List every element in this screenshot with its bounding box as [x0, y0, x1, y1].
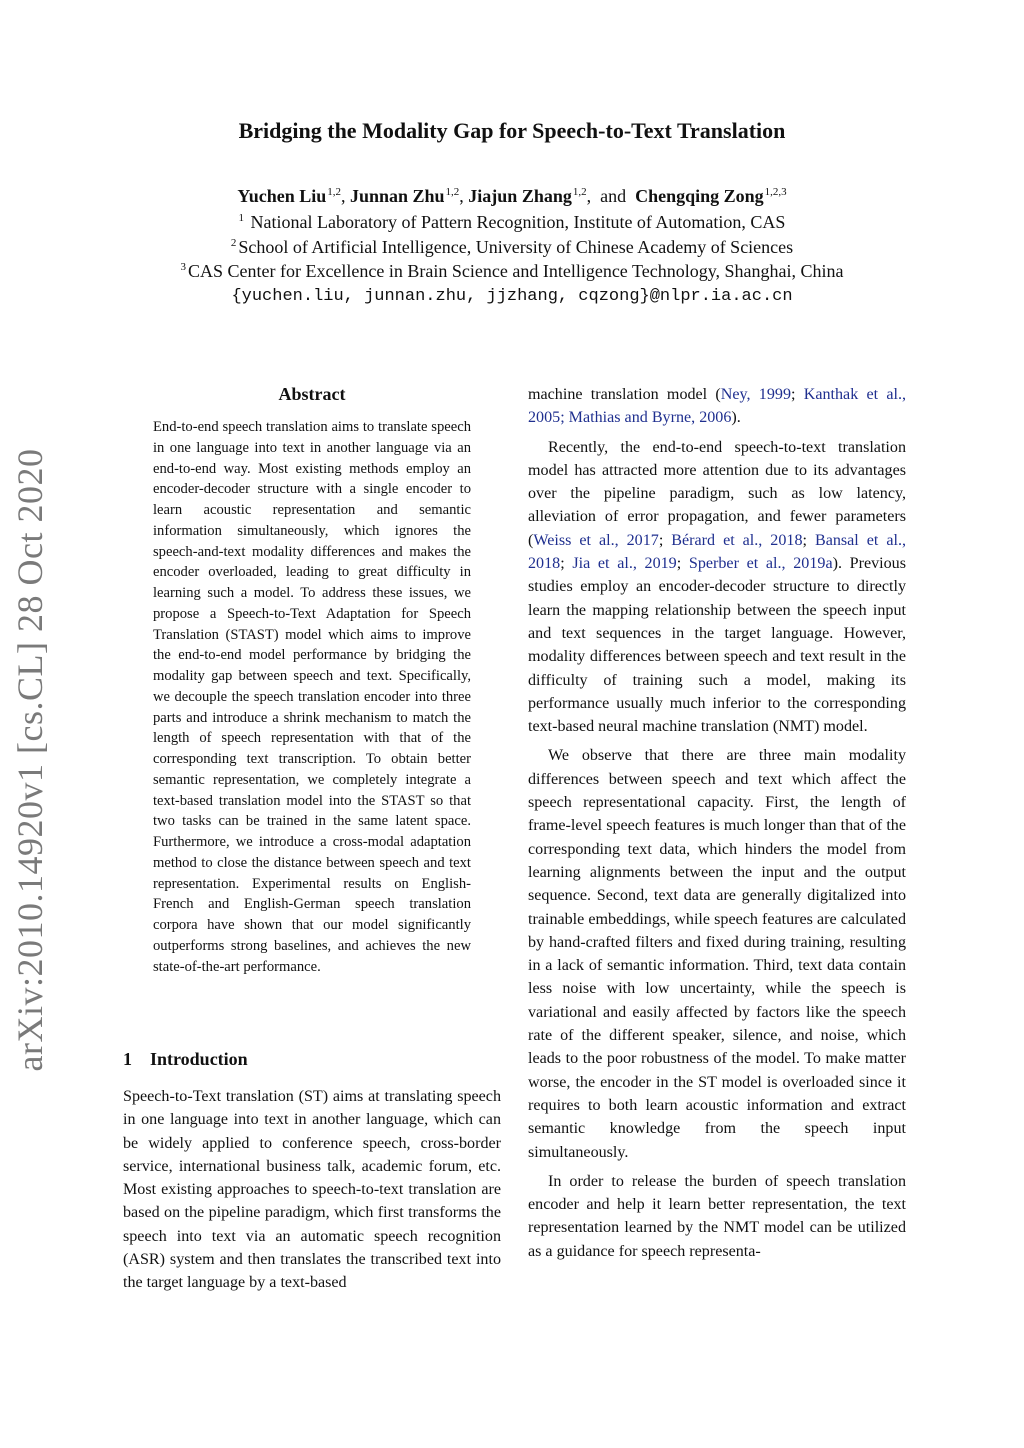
citation-link[interactable]: Bérard et al., 2018: [671, 531, 803, 549]
paragraph-text: machine translation model (: [528, 386, 721, 403]
citation-link[interactable]: Weiss et al., 2017: [533, 531, 659, 549]
author-affiliation-mark: 1,2: [572, 186, 587, 198]
intro-paragraph: Speech-to-Text translation (ST) aims at translating speech in one language into text in another language, which can be widely applied to conference speech, cross-border service, international business talk, academic forum, etc. Most existing approaches to speech-to-text translation are based on the pipeline paradigm, which first transforms the speech into text via an automatic speech recognition (ASR) system and then translates the transcribed text into the target language by a text-based: [123, 1088, 501, 1292]
affiliation-mark: 3: [180, 261, 186, 273]
author-name: Yuchen Liu: [237, 186, 327, 206]
author-name: Chengqing Zong: [635, 186, 764, 206]
affiliation-mark: 1: [238, 212, 245, 224]
citation-link[interactable]: Jia et al., 2019: [572, 555, 677, 573]
paper-title: Bridging the Modality Gap for Speech-to-Text Translation: [238, 118, 786, 143]
author-name: Jiajun Zhang: [468, 186, 572, 206]
section-heading: [123, 1049, 248, 1070]
citation-link[interactable]: Ney, 1999: [720, 386, 791, 403]
section-number: 1: [123, 1049, 132, 1069]
affiliation-text: National Laboratory of Pattern Recognition, Institute of Automation, CAS: [250, 212, 786, 232]
citation-link[interactable]: Kanthak et al., 2005; Mathias and Byrne, 2006: [528, 386, 906, 427]
author-separator: , and: [586, 186, 636, 206]
author-name: Junnan Zhu: [349, 186, 445, 206]
body-paragraph: In order to release the burden of speech translation encoder and help it learn better representation, the text representation learned by the NMT model can be utilized as a guidance for speech representa-: [528, 1172, 906, 1260]
affiliation-text: CAS Center for Excellence in Brain Science and Intelligence Technology, Shanghai, China: [187, 261, 844, 281]
citation-link[interactable]: Bansal et al., 2018: [528, 531, 907, 573]
body-paragraph: machine translation model (Ney, 1999; Kanthak et al., 2005; Mathias and Byrne, 2006).: [528, 386, 906, 427]
arxiv-stamp-text: arXiv:2010.14920v1 [cs.CL] 28 Oct 2020: [10, 448, 50, 1072]
author-affiliation-mark: 1,2: [327, 186, 341, 198]
author-list: [0, 186, 1024, 207]
paragraph-text: ).: [731, 409, 741, 427]
author-affiliation-mark: 1,2: [445, 186, 460, 198]
paragraph-text: ). Previous studies employ an encoder-decoder structure to directly learn the mapping relationship between the speech input and text sequences in the target language. However, modality differences between speech and text result in the difficulty of training such a model, making its performance usually much inferior to the corresponding text-based neural machine translation (NMT) model.: [528, 555, 906, 736]
abstract-heading: Abstract: [278, 384, 346, 404]
citation-link[interactable]: Sperber et al., 2019a: [688, 555, 833, 573]
abstract-text: End-to-end speech translation aims to translate speech in one language into text in another language via an end-to-end way. Most existing methods employ an encoder-decoder structure with a single encoder to learn acoustic representation and semantic information simultaneously, which ignores the speech-and-text modality differences and makes the encoder overloaded, leading to great difficulty in learning such a model. To address these issues, we propose a Speech-to-Text Adaptation for Speech Translation (STAST) model which aims to improve the end-to-end model performance by bridging the modality gap between speech and text. Specifically, we decouple the speech translation encoder into three parts and introduce a shrink mechanism to match the length of speech representation with that of the corresponding text transcription. To obtain better semantic representation, we completely integrate a text-based translation model into the STAST so that two tasks can be trained in the same latent space. Furthermore, we introduce a cross-modal adaptation method to close the distance between speech and text representation. Experimental results on English-French and English-German speech translation corpora have shown that our model significantly outperforms strong baselines, and achieves the new state-of-the-art performance.: [153, 419, 471, 975]
affiliation-line: [0, 261, 1024, 282]
right-column: [528, 383, 906, 1263]
intro-left-column: [123, 1085, 501, 1295]
affiliation-line: [0, 237, 1024, 258]
author-affiliation-mark: 1,2,3: [764, 186, 787, 198]
affiliation-text: School of Artificial Intelligence, University of Chinese Academy of Sciences: [238, 237, 794, 257]
affiliation-line: [0, 212, 1024, 233]
paragraph-text: Recently, the end-to-end speech-to-text translation model has attracted more attention due to its advantages over the pipeline paradigm, such as low latency, alleviation of error propagation, and fewer parameters (: [528, 438, 906, 549]
author-separator: ,: [459, 186, 469, 206]
body-paragraph: Recently, the end-to-end speech-to-text translation model has attracted more attention due to its advantages over the pipeline paradigm, such as low latency, alleviation of error propagation, and fewer parameters (Weiss et al., 2017; Bérard et al., 2018; Bansal et al., 2018; Jia et al., 2019; Sperber et al., 2019a). Previous studies employ an encoder-decoder structure to directly learn the mapping relationship between the speech input and text sequences in the target language. However, modality differences between speech and text result in the difficulty of training such a model, making its performance usually much inferior to the corresponding text-based neural machine translation (NMT) model.: [528, 438, 907, 736]
author-separator: ,: [340, 186, 350, 206]
author-emails: {yuchen.liu, junnan.zhu, jjzhang, cqzong}@nlpr.ia.ac.cn: [231, 287, 793, 306]
section-title: Introduction: [150, 1049, 248, 1069]
body-paragraph: We observe that there are three main modality differences between speech and text which affect the speech representational capacity. First, the length of frame-level speech features is much longer than that of the corresponding text data, which hinders the model from learning alignments between the input and the output sequence. Second, text data are generally digitalized into trainable embeddings, while speech features are calculated by hand-crafted filters and fixed during training, resulting in a lack of semantic information. Third, text data contain less noise with low uncertainty, while the speech is variational and easily affected by factors like the speech rate of the different speaker, silence, and noise, which leads to the poor robustness of the model. To make matter worse, the encoder in the ST model is overloaded since it requires to both learn acoustic information and extract semantic knowledge from the speech input simultaneously.: [528, 747, 906, 1161]
affiliation-mark: 2: [230, 237, 237, 249]
